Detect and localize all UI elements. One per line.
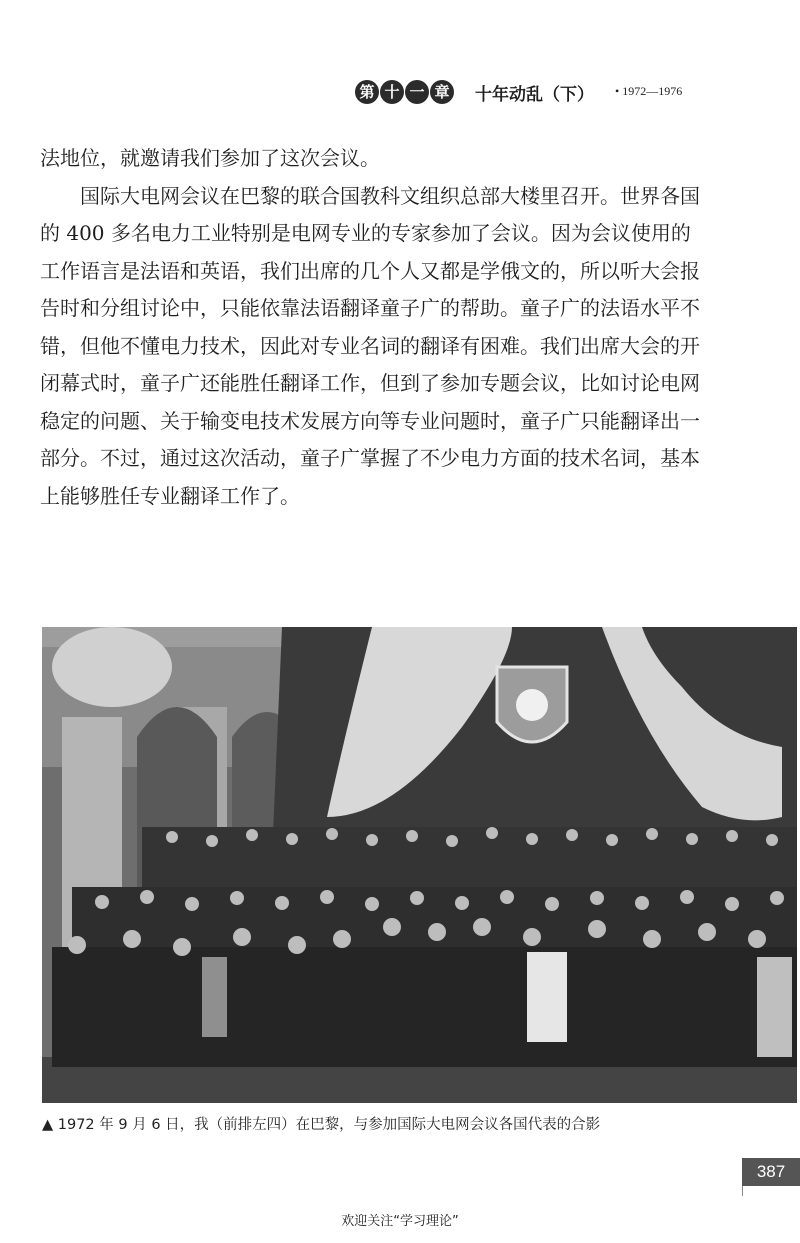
- chapter-badge-char: 一: [405, 80, 429, 104]
- paragraph: 国际大电网会议在巴黎的联合国教科文组织总部大楼里召开。世界各国的 400 多名电力工业特别是电网专业的专家参加了会议。因为会议使用的工作语言是法语和英语，我们出席的几个人又都是学俄文的，所以听大会报告时和分组讨论中，只能依靠法语翻译童子广的帮助。童子广的法语水平不错，但他不懂电力技术，因此对专业名词的翻译有困难。我们出席大会的开闭幕式时，童子广还能胜任翻译工作，但到了参加专题会议，比如讨论电网稳定的问题、关于输变电技术发展方向等专业问题时，童子广只能翻译出一部分。不过，通过这次活动，童子广掌握了不少电力方面的技术名词，基本上能够胜任专业翻译工作了。: [40, 183, 700, 508]
- chandelier: [52, 627, 172, 707]
- chapter-title: 十年动乱（下）: [475, 85, 594, 105]
- patterned-dress: [757, 957, 792, 1057]
- running-header: [355, 78, 715, 106]
- chapter-years: • 1972—1976: [615, 84, 683, 98]
- body-text: [40, 140, 710, 515]
- page-number: 387: [742, 1158, 800, 1186]
- chapter-badge-char: 章: [430, 80, 454, 104]
- paragraph: 法地位，就邀请我们参加了这次会议。: [40, 146, 380, 170]
- white-dress: [527, 952, 567, 1042]
- emblem-center: [516, 689, 548, 721]
- chapter-badge-char: 十: [380, 80, 404, 104]
- crowd-back: [142, 827, 797, 897]
- chapter-badge: [355, 78, 455, 106]
- light-dress: [202, 957, 227, 1037]
- chapter-badge-char: 第: [355, 80, 379, 104]
- footer-note: 欢迎关注“学习理论”: [341, 1214, 459, 1229]
- photo-caption: ▲ 1972 年 9 月 6 日，我（前排左四）在巴黎，与参加国际大电网会议各国代表的合影: [42, 1117, 601, 1133]
- page-number-rule: [742, 1186, 743, 1196]
- crowd-front: [52, 947, 797, 1067]
- group-photo: [42, 627, 797, 1103]
